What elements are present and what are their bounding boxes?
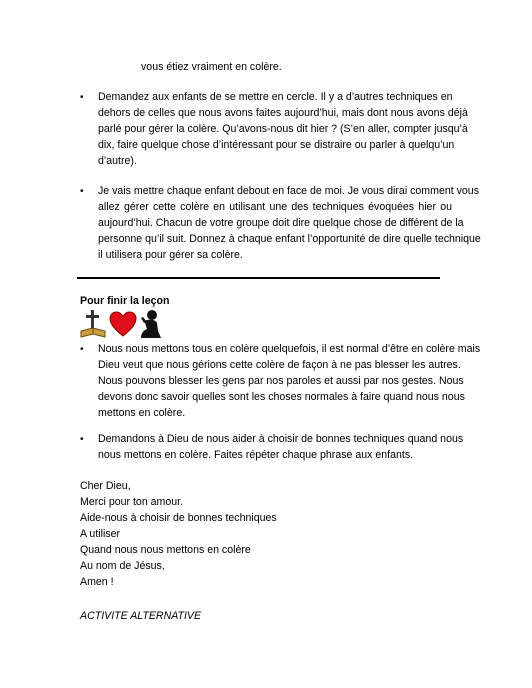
paragraph-line: parlé pour gérer la colère. Qu’avons-nous dit hier ? (S’en aller, compter jusqu’à: [98, 123, 468, 135]
paragraph-line: il utilisera pour gérer sa colère.: [98, 249, 243, 261]
paragraph-line: Dieu veut que nous gérions cette colère de façon à ne pas blesser les autres.: [98, 359, 461, 371]
prayer-line: Au nom de Jésus,: [80, 560, 165, 572]
paragraph-line: Je vais mettre chaque enfant debout en face de moi. Je vous dirai comment vous: [98, 185, 479, 197]
bible-cross-icon: [80, 309, 106, 344]
paragraph-line: aujourd’hui. Chacun de votre groupe doit dire quelque chose de différent de la: [98, 217, 464, 229]
prayer-line: Merci pour ton amour.: [80, 496, 184, 508]
bullet-dot: •: [80, 434, 84, 445]
prayer-line: Cher Dieu,: [80, 480, 131, 492]
paragraph-line: Demandez aux enfants de se mettre en cercle. Il y a d’autres techniques en: [98, 91, 453, 103]
heart-icon: [109, 311, 137, 342]
praying-child-icon: [138, 309, 162, 344]
paragraph-line: dehors de celles que nous avons faites aujourd’hui, mais dont nous avons déjà: [98, 107, 468, 119]
bullet-dot: •: [80, 344, 84, 355]
paragraph-line: Nous pouvons blesser les gens par nos paroles et aussi par nos gestes. Nous: [98, 375, 464, 387]
bullet-dot: •: [80, 186, 84, 197]
paragraph-line: nous mettons en colère. Faites répéter chaque phrase aux enfants.: [98, 449, 414, 461]
paragraph-line: d’autre).: [98, 155, 137, 167]
paragraph-line: Demandons à Dieu de nous aider à choisir de bonnes techniques quand nous: [98, 433, 464, 445]
prayer-line: Quand nous nous mettons en colère: [80, 544, 251, 556]
prayer-line: Amen !: [80, 576, 114, 588]
paragraph-line: mettons en colère.: [98, 407, 186, 419]
divider: [77, 277, 440, 279]
paragraph-line: Nous nous mettons tous en colère quelquefois, il est normal d’être en colère mais: [98, 343, 481, 355]
paragraph-line: allez gérer cette colère en utilisant une des techniques évoquées hier ou: [98, 201, 452, 213]
section-title: Pour finir la leçon: [80, 295, 170, 307]
prayer-line: Aide-nous à choisir de bonnes techniques: [80, 512, 277, 524]
lesson-icons: [80, 309, 170, 339]
prayer-line: A utiliser: [80, 528, 121, 540]
paragraph-line: personne qu’il suit. Donnez à chaque enfant l’opportunité de dire quelle technique: [98, 233, 481, 245]
intro-line: vous étiez vraiment en colère.: [141, 61, 282, 73]
alt-activity-heading: ACTIVITE ALTERNATIVE: [80, 610, 202, 622]
bullet-dot: •: [80, 92, 84, 103]
paragraph-line: dix, faire quelque chose d’intéressant pour se distraire ou parler à quelqu’un: [98, 139, 455, 151]
paragraph-line: devons donc savoir quelles sont les choses normales à faire quand nous nous: [98, 391, 465, 403]
